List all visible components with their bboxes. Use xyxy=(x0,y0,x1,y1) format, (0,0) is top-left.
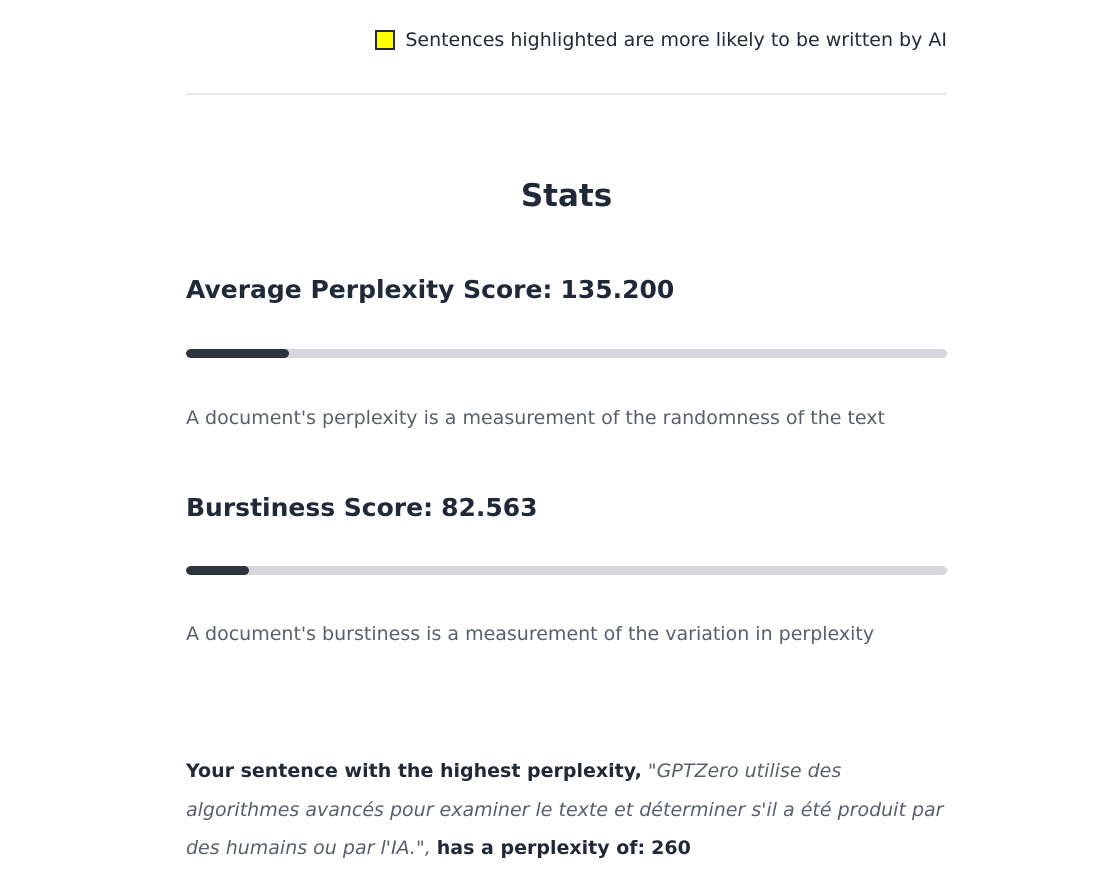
highest-perplexity-value: 260 xyxy=(651,837,691,859)
burstiness-progress-bar xyxy=(186,566,947,575)
burstiness-score-label: Burstiness Score: xyxy=(186,493,434,522)
section-divider xyxy=(186,93,947,95)
perplexity-progress-bar xyxy=(186,349,947,358)
highlight-legend xyxy=(375,29,947,51)
burstiness-score-heading xyxy=(186,493,538,522)
stats-panel xyxy=(186,0,947,877)
perplexity-score-value: 135.200 xyxy=(560,275,675,304)
highlight-legend-text: Sentences highlighted are more likely to be written by AI xyxy=(405,29,947,51)
stats-title: Stats xyxy=(520,178,613,214)
burstiness-progress-fill xyxy=(186,566,249,575)
highest-perplexity-open-quote: " xyxy=(647,760,657,782)
burstiness-score-value: 82.563 xyxy=(441,493,538,522)
highest-perplexity-prefix: Your sentence with the highest perplexity, xyxy=(186,760,642,782)
highest-perplexity-close-quote: ", xyxy=(415,837,431,859)
perplexity-score-heading xyxy=(186,275,674,304)
highest-perplexity-sentence xyxy=(186,752,947,868)
highest-perplexity-quote: GPTZero utilise des algorithmes avancés pour examiner le texte et déterminer s'il a été produit par des humains ou par l'IA. xyxy=(186,760,944,859)
perplexity-description: A document's perplexity is a measurement of the randomness of the text xyxy=(186,407,885,429)
perplexity-score-label: Average Perplexity Score: xyxy=(186,275,553,304)
highest-perplexity-suffix: has a perplexity of: xyxy=(436,837,646,859)
perplexity-progress-fill xyxy=(186,349,289,358)
burstiness-description: A document's burstiness is a measurement of the variation in perplexity xyxy=(186,623,875,645)
highlight-swatch xyxy=(375,30,395,50)
